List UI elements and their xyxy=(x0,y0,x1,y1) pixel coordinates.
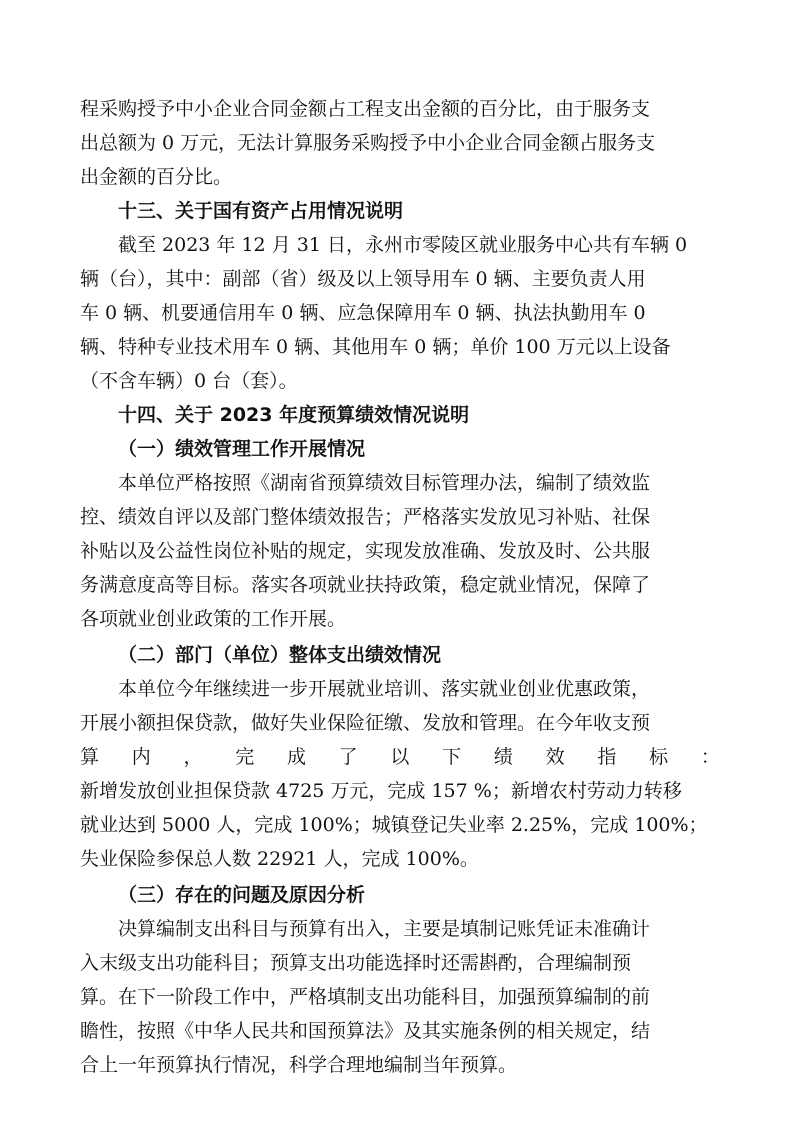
paragraph-line: 失业保险参保总人数 22921 人，完成 100%。 xyxy=(80,848,479,870)
spread-char: 以 xyxy=(390,746,410,768)
spread-char: 指 xyxy=(597,746,617,768)
paragraph-line: 控、绩效自评以及部门整体绩效报告；严格落实发放见习补贴、社保 xyxy=(80,506,651,528)
spread-char: 了 xyxy=(338,746,358,768)
paragraph-line: 合上一年预算执行情况，科学合理地编制当年预算。 xyxy=(80,1054,518,1076)
paragraph-line: 就业达到 5000 人，完成 100%；城镇登记失业率 2.25%，完成 100%； xyxy=(80,814,708,836)
paragraph-line: （不含车辆）0 台（套）。 xyxy=(80,370,298,392)
spread-char: 效 xyxy=(545,746,565,768)
paragraph-line: 辆（台），其中：副部（省）级及以上领导用车 0 辆、主要负责人用 xyxy=(80,268,646,290)
section-heading-14: 十四、关于 2023 年度预算绩效情况说明 xyxy=(118,404,470,426)
paragraph-line: 补贴以及公益性岗位补贴的规定，实现发放准确、发放及时、公共服 xyxy=(80,540,651,562)
spread-char: 成 xyxy=(286,746,306,768)
subsection-heading-3: （三）存在的问题及原因分析 xyxy=(118,884,366,906)
paragraph-line: 务满意度高等目标。落实各项就业扶持政策，稳定就业情况，保障了 xyxy=(80,574,651,596)
subsection-heading-2: （二）部门（单位）整体支出绩效情况 xyxy=(118,644,442,666)
paragraph-line: 各项就业创业政策的工作开展。 xyxy=(80,608,347,630)
spread-char: 绩 xyxy=(493,746,513,768)
section-heading-13: 十三、关于国有资产占用情况说明 xyxy=(118,200,404,222)
paragraph-line: 辆、特种专业技术用车 0 辆、其他用车 0 辆；单价 100 万元以上设备 xyxy=(80,336,671,358)
paragraph-line: 本单位今年继续进一步开展就业培训、落实就业创业优惠政策， xyxy=(118,678,651,700)
paragraph-line: 出总额为 0 万元，无法计算服务采购授予中小企业合同金额占服务支 xyxy=(80,132,656,154)
paragraph-line: 算。在下一阶段工作中，严格填制支出功能科目，加强预算编制的前 xyxy=(80,986,651,1008)
paragraph-line: 开展小额担保贷款，做好失业保险征缴、发放和管理。在今年收支预 xyxy=(80,712,651,734)
spread-char: 算 xyxy=(80,746,100,768)
spread-char: ： xyxy=(700,746,720,768)
paragraph-line: 本单位严格按照《湖南省预算绩效目标管理办法，编制了绩效监 xyxy=(118,472,651,494)
paragraph-line: 出金额的百分比。 xyxy=(80,166,233,188)
spread-char: ， xyxy=(183,746,203,768)
spread-char: 标 xyxy=(649,746,669,768)
paragraph-line: 入末级支出功能科目；预算支出功能选择时还需斟酌，合理编制预 xyxy=(80,952,632,974)
paragraph-line: 程采购授予中小企业合同金额占工程支出金额的百分比，由于服务支 xyxy=(80,98,651,120)
paragraph-line: 车 0 辆、机要通信用车 0 辆、应急保障用车 0 辆、执法执勤用车 0 xyxy=(80,302,646,324)
paragraph-line: 新增发放创业担保贷款 4725 万元，完成 157 %；新增农村劳动力转移 xyxy=(80,780,682,802)
spread-char: 下 xyxy=(442,746,462,768)
subsection-heading-1: （一）绩效管理工作开展情况 xyxy=(118,438,366,460)
paragraph-line: 决算编制支出科目与预算有出入，主要是填制记账凭证未准确计 xyxy=(118,918,651,940)
paragraph-line: 截至 2023 年 12 月 31 日，永州市零陵区就业服务中心共有车辆 0 xyxy=(118,234,688,256)
spread-char: 完 xyxy=(235,746,255,768)
paragraph-line: 瞻性，按照《中华人民共和国预算法》及其实施条例的相关规定，结 xyxy=(80,1020,651,1042)
spread-char: 内 xyxy=(131,746,151,768)
spread-line xyxy=(80,740,720,774)
